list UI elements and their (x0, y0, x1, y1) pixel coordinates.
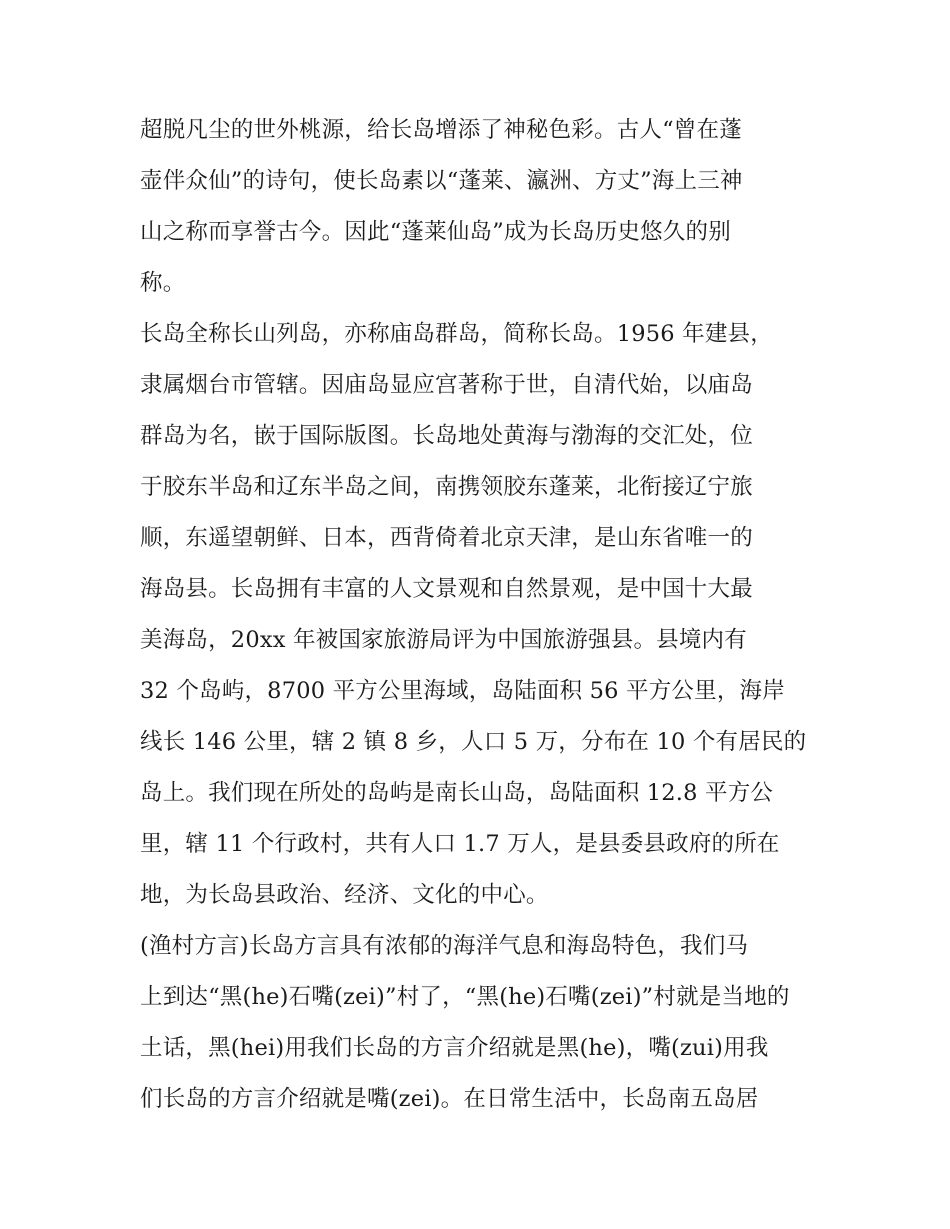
text-line: 称。 (140, 270, 186, 296)
text-line: 土话，黑(hei)用我们长岛的方言介绍就是黑(he)，嘴(zui)用我 (140, 1035, 769, 1061)
text-line: (渔村方言)长岛方言具有浓郁的海洋气息和海岛特色，我们马 (140, 933, 749, 959)
body-text (140, 105, 820, 1125)
text-line: 线长 146 公里，辖 2 镇 8 乡，人口 5 万，分布在 10 个有居民的 (140, 729, 807, 755)
text-line: 岛上。我们现在所处的岛屿是南长山岛，岛陆面积 12.8 平方公 (140, 780, 774, 806)
text-line: 山之称而享誉古今。因此“蓬莱仙岛”成为长岛历史悠久的别 (140, 219, 731, 245)
text-line: 壶伴众仙”的诗句，使长岛素以“蓬莱、瀛洲、方丈”海上三神 (140, 168, 743, 194)
text-line: 于胶东半岛和辽东半岛之间，南携领胶东蓬莱，北衔接辽宁旅 (140, 474, 753, 500)
text-line: 里，辖 11 个行政村，共有人口 1.7 万人，是县委县政府的所在 (140, 831, 780, 857)
text-line: 顺，东遥望朝鲜、日本，西背倚着北京天津，是山东省唯一的 (140, 525, 753, 551)
text-line: 长岛全称长山列岛，亦称庙岛群岛，简称长岛。1956 年建县， (140, 321, 773, 347)
text-line: 们长岛的方言介绍就是嘴(zei)。在日常生活中，长岛南五岛居 (140, 1086, 759, 1112)
text-line: 群岛为名，嵌于国际版图。长岛地处黄海与渤海的交汇处，位 (140, 423, 753, 449)
text-line: 隶属烟台市管辖。因庙岛显应宫著称于世，自清代始，以庙岛 (140, 372, 753, 398)
text-line: 地，为长岛县政治、经济、文化的中心。 (140, 882, 549, 908)
text-line: 上到达“黑(he)石嘴(zei)”村了，“黑(he)石嘴(zei)”村就是当地的 (140, 984, 790, 1010)
text-line: 海岛县。长岛拥有丰富的人文景观和自然景观，是中国十大最 (140, 576, 753, 602)
text-line: 超脱凡尘的世外桃源，给长岛增添了神秘色彩。古人“曾在蓬 (140, 117, 742, 143)
text-line: 美海岛，20xx 年被国家旅游局评为中国旅游强县。县境内有 (140, 627, 747, 653)
text-line: 32 个岛屿，8700 平方公里海域，岛陆面积 56 平方公里，海岸 (140, 678, 785, 704)
